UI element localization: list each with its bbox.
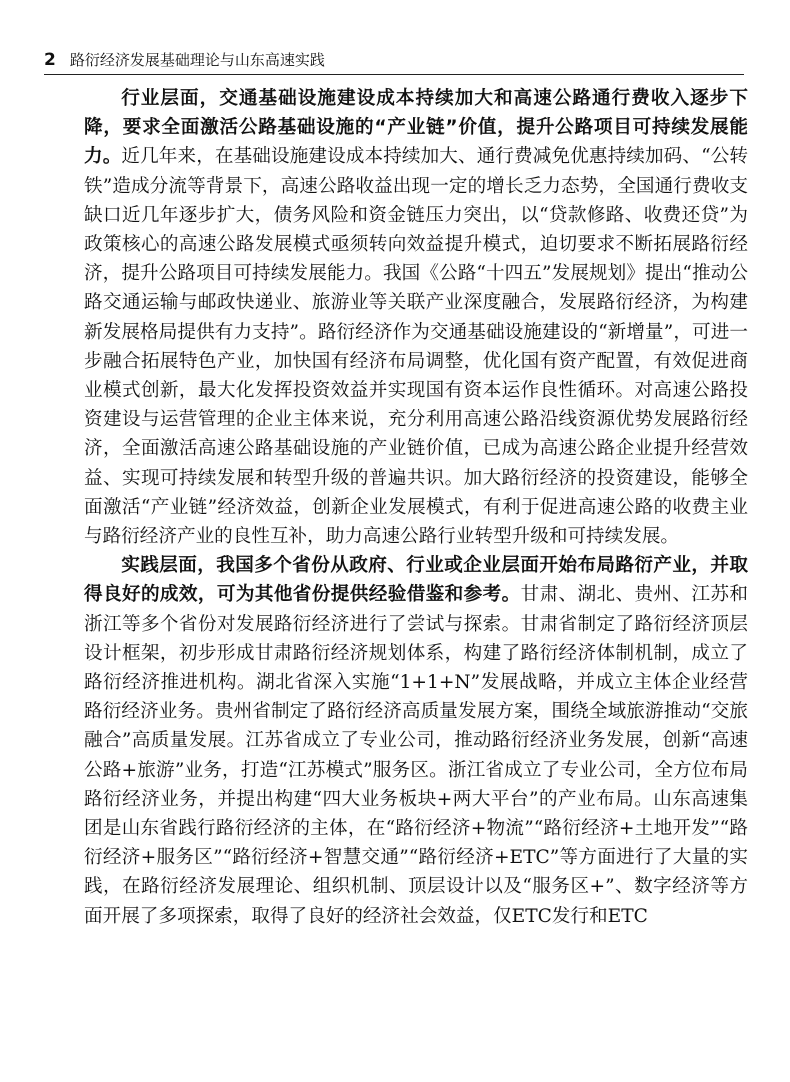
page-number: 2 <box>44 50 56 70</box>
paragraph-text: 近几年来，在基础设施建设成本持续加大、通行费减免优惠持续加码、“公转铁”造成分流等背景下，高速公路收益出现一定的增长乏力态势，全国通行费收支缺口近几年逐步扩大，债务风险和资金链压力突出，以“贷款修路、收费还贷”为政策核心的高速公路发展模式亟须转向效益提升模式，迫切要求不断拓展路衍经济，提升公路项目可持续发展能力。我国《公路“十四五”发展规划》提出“推动公路交通运输与邮政快递业、旅游业等关联产业深度融合，发展路衍经济，为构建新发展格局提供有力支持”。路衍经济作为交通基础设施建设的“新增量”，可进一步融合拓展特色产业，加快国有经济布局调整，优化国有资产配置，有效促进商业模式创新，最大化发挥投资效益并实现国有资本运作良性循环。对高速公路投资建设与运营管理的企业主体来说，充分利用高速公路沿线资源优势发展路衍经济，全面激活高速公路基础设施的产业链价值，已成为高速公路企业提升经营效益、实现可持续发展和转型升级的普遍共识。加大路衍经济的投资建设，能够全面激活“产业链”经济效益，创新企业发展模式，有利于促进高速公路的收费主业与路衍经济产业的良性互补，助力高速公路行业转型升级和可持续发展。 <box>84 146 748 548</box>
paragraph-industry-level <box>84 84 748 551</box>
paragraph-lead: 实践层面，我国多个省份从政府、行业或企业层面开始布局路衍产业，并取得良好的成效，可为其他省份提供经验借鉴和参考。 <box>84 555 748 606</box>
running-header <box>44 38 744 75</box>
body-text <box>84 84 748 931</box>
paragraph-lead: 行业层面，交通基础设施建设成本持续加大和高速公路通行费收入逐步下降，要求全面激活公路基础设施的“产业链”价值，提升公路项目可持续发展能力。 <box>84 88 748 168</box>
paragraph-practice-level <box>84 551 748 931</box>
running-title: 路衍经济发展基础理论与山东高速实践 <box>69 51 325 69</box>
paragraph-text: 甘肃、湖北、贵州、江苏和浙江等多个省份对发展路衍经济进行了尝试与探索。甘肃省制定了路衍经济顶层设计框架，初步形成甘肃路衍经济规划体系，构建了路衍经济体制机制，成立了路衍经济推进机构。湖北省深入实施“1+1+N”发展战略，并成立主体企业经营路衍经济业务。贵州省制定了路衍经济高质量发展方案，围绕全域旅游推动“交旅融合”高质量发展。江苏省成立了专业公司，推动路衍经济业务发展，创新“高速公路+旅游”业务，打造“江苏模式”服务区。浙江省成立了专业公司，全方位布局路衍经济业务，并提出构建“四大业务板块+两大平台”的产业布局。山东高速集团是山东省践行路衍经济的主体，在“路衍经济+物流”“路衍经济+土地开发”“路衍经济+服务区”“路衍经济+智慧交通”“路衍经济+ETC”等方面进行了大量的实践，在路衍经济发展理论、组织机制、顶层设计以及“服务区+”、数字经济等方面开展了多项探索，取得了良好的经济社会效益，仅ETC发行和ETC <box>84 584 748 927</box>
